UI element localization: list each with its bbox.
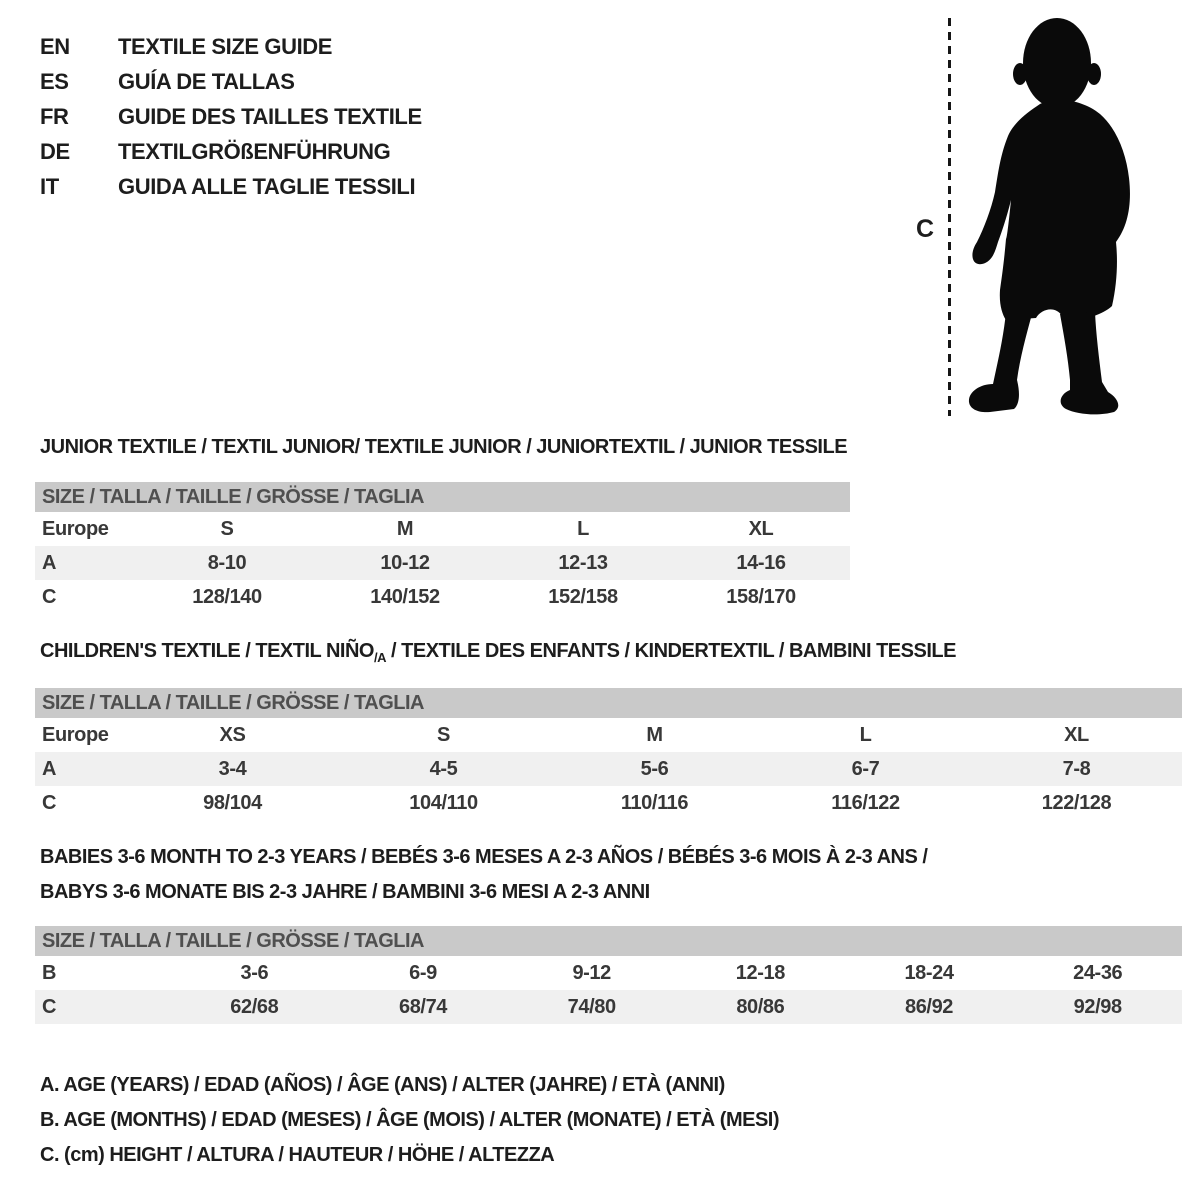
table-cell: M [646,723,663,746]
language-row [40,134,422,169]
table-cell: 158/170 [726,585,796,608]
table-cell: 122/128 [1041,791,1112,814]
table-cell: 12-13 [558,551,608,574]
table-header: SIZE / TALLA / TAILLE / GRÖSSE / TAGLIA [35,688,1182,718]
row-label: A [42,551,57,574]
table-body [35,718,1182,820]
table-cell: 12-18 [735,961,785,984]
height-measure-label: C [915,215,935,243]
language-title: GUIDE DES TAILLES TEXTILE [118,103,422,129]
table-cell: 4-5 [429,757,458,780]
table-header: SIZE / TALLA / TAILLE / GRÖSSE / TAGLIA [35,926,1182,956]
table-cell: 128/140 [192,585,262,608]
row-label: C [42,995,57,1018]
table-cell: 80/86 [736,995,785,1018]
table-row [35,786,1182,820]
table-row [35,752,1182,786]
language-code: EN [40,33,70,59]
table-cell: 6-9 [409,961,437,984]
table-cell: XL [1064,723,1089,746]
table-cell: 140/152 [370,585,440,608]
language-code: IT [40,173,59,199]
table-cell: 98/104 [203,791,262,814]
children-title-sub: /A [373,650,386,665]
legend-line-b: B. AGE (MONTHS) / EDAD (MESES) / ÂGE (MOIS) / ALTER (MONATE) / ETÀ (MESI) [40,1109,780,1131]
table-cell: 86/92 [904,995,954,1018]
language-code: FR [40,103,69,129]
table-cell: 18-24 [904,961,954,984]
table-cell: 14-16 [736,551,786,574]
table-cell: 10-12 [380,551,430,574]
row-label: Europe [42,723,109,746]
table-row [35,546,850,580]
table-cell: 152/158 [548,585,618,608]
children-title-pre: CHILDREN'S TEXTILE / TEXTIL NIÑO [40,640,374,662]
table-row [35,956,1182,990]
table-header: SIZE / TALLA / TAILLE / GRÖSSE / TAGLIA [35,482,850,512]
junior-section-title: JUNIOR TEXTILE / TEXTIL JUNIOR/ TEXTILE JUNIOR / JUNIORTEXTIL / JUNIOR TESSILE [40,436,848,458]
language-title: TEXTILE SIZE GUIDE [118,33,333,59]
table-cell: 3-4 [218,757,247,780]
toddler-silhouette-icon [962,14,1138,418]
row-label: C [42,791,57,814]
table-row [35,580,850,614]
table-cell: 8-10 [207,551,247,574]
table-cell: 110/116 [620,791,689,814]
table-cell: 5-6 [640,757,669,780]
table-cell: 74/80 [567,995,616,1018]
language-row [40,99,422,134]
row-label: Europe [42,517,109,540]
table-cell: S [220,517,234,540]
row-label: A [42,757,57,780]
language-row [40,64,422,99]
language-code: ES [40,68,69,94]
legend [40,1068,779,1173]
table-cell: 116/122 [831,791,900,814]
table-cell: L [577,517,589,540]
row-label: C [42,585,57,608]
table-cell: L [859,723,872,746]
table-row [35,990,1182,1024]
junior-size-table [35,482,850,614]
language-code: DE [40,138,70,164]
table-cell: M [396,517,414,540]
table-cell: XS [219,723,246,746]
language-title: TEXTILGRÖßENFÜHRUNG [118,138,391,164]
babies-title-line1: BABIES 3-6 MONTH TO 2-3 YEARS / BEBÉS 3-6 MESES A 2-3 AÑOS / BÉBÉS 3-6 MOIS À 2-3 ANS / [40,846,928,868]
legend-line-a: A. AGE (YEARS) / EDAD (AÑOS) / ÂGE (ANS) / ALTER (JAHRE) / ETÀ (ANNI) [40,1074,725,1096]
table-cell: 104/110 [409,791,478,814]
table-cell: 62/68 [230,995,279,1018]
children-section-title [40,640,956,665]
table-cell: S [437,723,450,746]
babies-size-table [35,926,1182,1024]
table-cell: 92/98 [1073,995,1122,1018]
table-row [35,512,850,546]
language-title-list [40,29,422,204]
legend-line-c: C. (cm) HEIGHT / ALTURA / HAUTEUR / HÖHE / ALTEZZA [40,1144,555,1166]
language-title: GUÍA DE TALLAS [118,68,295,94]
table-cell: 6-7 [851,757,880,780]
babies-section-title [40,846,927,916]
table-cell: 68/74 [398,995,448,1018]
language-title: GUIDA ALLE TAGLIE TESSILI [118,173,416,199]
children-title-post: / TEXTILE DES ENFANTS / KINDERTEXTIL / BAMBINI TESSILE [385,640,956,662]
table-cell: 3-6 [240,961,269,984]
language-row [40,169,422,204]
table-cell: XL [748,517,774,540]
height-measure-dashed-line [948,18,951,416]
table-cell: 9-12 [572,961,611,984]
language-row [40,29,422,64]
table-body [35,956,1182,1024]
row-label: B [42,961,57,984]
table-cell: 24-36 [1073,961,1123,984]
table-body [35,512,850,614]
babies-title-line2: BABYS 3-6 MONATE BIS 2-3 JAHRE / BAMBINI 3-6 MESI A 2-3 ANNI [40,881,650,903]
children-size-table [35,688,1182,820]
table-row [35,718,1182,752]
table-cell: 7-8 [1062,757,1091,780]
